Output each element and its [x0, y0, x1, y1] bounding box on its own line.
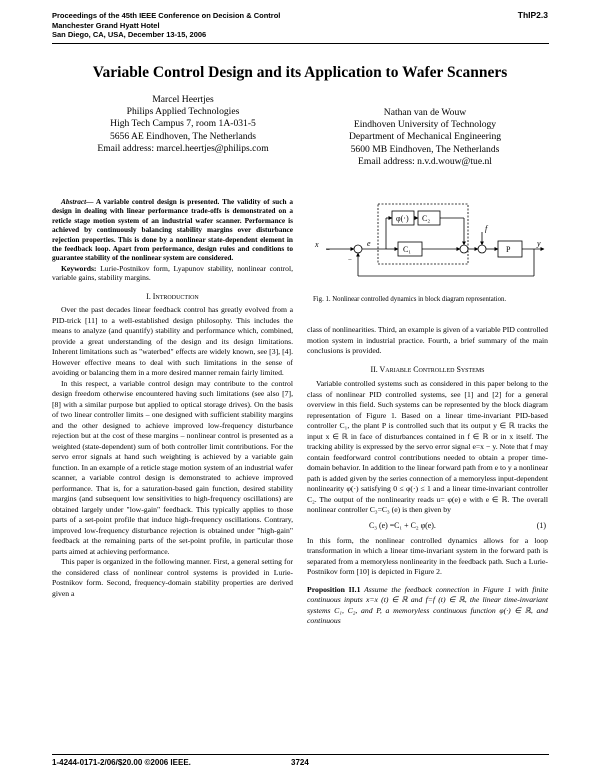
summing-junction-2 [460, 245, 468, 253]
summing-junction-3 [478, 245, 486, 253]
conference-venue: Manchester Grand Hyatt Hotel [52, 20, 160, 30]
paragraph: class of nonlinearities. Third, an example is given of a variable PID controlled motion system in industrial practice. Fourth, a brief summary of the main conclusions is provided. [307, 325, 548, 355]
proposition [307, 585, 548, 627]
figure-1-caption: Fig. 1. Nonlinear controlled dynamics in block diagram representation. [313, 296, 507, 303]
author-block-2 [300, 107, 550, 168]
paragraph: In this respect, a variable control design may contribute to the control design freedom otherwise encountered having such limitations (see also [7], [8] with a similar purpose but applied to optical storage drives). On the basis of two linear controller limits – one designed with sufficient stability margins and the other designed to achieve improved low-frequency disturbance rejection but at the cost of these margins – nonlinear control is presented as a weighted (state-dependent) sum of both controller limit contributions. For the servo error signals at hand such weighting is achieved by a variable gain function. In an example of a reticle stage motion system of an industrial wafer scanner, a variable control design is demonstrated to achieve improved performance. That is, for a saturation-based gain function, desired stability margins (and subsequent low sensitivities to high-frequency oscillations) are obtained largely under "low-gain" feedback. This typically applies to those parts of a set-point profile that induce high-frequency oscillations. Contrary, improved low-frequency disturbance rejection is obtained under "high-gain" feedback at the remaining parts of the set-point profile, in particular those parts aimed at achieving performance. [52, 378, 293, 556]
proposition-label: Proposition II.1 [307, 584, 361, 594]
c1-label: C₁ [403, 245, 412, 254]
introduction-body [52, 305, 293, 599]
section-heading-variable-controlled-systems: II. Variable Controlled Systems [370, 364, 485, 374]
left-column [52, 197, 293, 599]
author-address: 5600 MB Eindhoven, The Netherlands [350, 143, 500, 155]
author-org: Philips Applied Technologies [126, 106, 240, 118]
author-email: Email address: marcel.heertjes@philips.com [97, 142, 269, 154]
header-rule [52, 43, 549, 44]
minus-sign: − [326, 246, 330, 254]
session-code: ThIP2.3 [517, 10, 548, 20]
conference-header [52, 11, 280, 40]
signal-f-label: f [485, 224, 488, 233]
equation-text: C₃ (e) =C₁ + C₂ φ(e). [369, 520, 436, 530]
author-email: Email address: n.v.d.wouw@tue.nl [358, 155, 492, 167]
keywords-label: Keywords: [61, 263, 97, 273]
controller-c3-dashed-box [378, 204, 468, 264]
proposition-text: Assume the feedback connection in Figure 1 with finite continuous inputs x=x (t) ∈ ℝ and f=f (t) ∈ ℝ, the linear time-invariant systems C₁, C₂, and P, a memoryless continuous function φ(·) ∈ ℝ, and continuous [307, 584, 548, 625]
copyright-line: 1-4244-0171-2/06/$20.00 ©2006 IEEE. [52, 758, 191, 767]
summing-junction-1 [354, 245, 362, 253]
author-address: Department of Mechanical Engineering [348, 131, 502, 143]
equation-1 [307, 516, 548, 536]
author-name: Marcel Heertjes [152, 94, 214, 105]
paragraph: Over the past decades linear feedback control has greatly evolved from a PID-trick [11] to a well-established design philosophy. This includes the means to analyze (and quantify) stability and performance which, combined, provide a great understanding of the design and its design limitations. Inherent limitations such as "waterbed" effects are widely known, see [3], [4]. However effective means to deal with such limitations in the sense of avoiding or balancing them in a more desired manner remain fairly limited. [52, 305, 293, 378]
author-name: Nathan van de Wouw [383, 107, 467, 118]
paragraph: In this form, the nonlinear controlled dynamics allows for a loop transformation in which a linear time-invariant system in the forward path is separated from a memoryless nonlinearity in the feedback path. Such a Lurie-Postnikov form [10] is depicted in Figure 2. [307, 535, 548, 576]
figure-1-block-diagram [306, 196, 550, 288]
minus-sign: − [348, 256, 352, 264]
author-address: High Tech Campus 7, room 1A-031-5 [110, 118, 256, 130]
signal-y-label: y [537, 239, 541, 248]
keywords-text: Lurie-Postnikov form, Lyapunov stability, nonlinear control, variable gains, stability margins. [52, 263, 293, 283]
conference-location-date: San Diego, CA, USA, December 13-15, 2006 [52, 30, 207, 39]
plant-label: P [506, 245, 511, 254]
paragraph: This paper is organized in the following manner. First, a general setting for the considered class of nonlinear control systems is provided in Lurie-Postnikov form. Second, frequency-domain stability properties are derived given a [52, 557, 293, 598]
signal-x-label: x [315, 240, 319, 249]
abstract-label: Abstract [61, 197, 87, 206]
signal-e-label: e [367, 239, 371, 248]
equation-number: (1) [536, 520, 546, 530]
conference-name: Proceedings of the 45th IEEE Conference on Decision & Control [52, 11, 281, 20]
author-block-1 [58, 94, 308, 155]
author-org: Eindhoven University of Technology [353, 119, 497, 131]
right-column [307, 325, 548, 627]
author-address: 5656 AE Eindhoven, The Netherlands [109, 130, 257, 142]
abstract-text: — A variable control design is presented. The validity of such a design in dealing with linear performance trade-offs is demonstrated on a reticle stage motion system of an industrial wafer scanner. Performance is achieved by continuously balancing stability margins over disturbance rejection properties. This is done by a nonlinear state-dependent element in the feedback loop. Apart from performance, design rules and conditions to guarantee stability of the nonlinear system are considered. [52, 197, 293, 263]
paragraph: Variable controlled systems such as considered in this paper belong to the class of nonlinear PID controlled systems, see [1] and [2] for a general overview in this field. Such systems can be represented by the block diagram representation of Figure 1. Based on a linear time-invariant PID-based controller C₁, the plant P is controlled such that its output y ∈ ℝ tracks the input x ∈ ℝ in face of disturbances contained in f ∈ ℝ or in x itself. The tracking ability is expressed by the servo error signal e=x − y. Note that f may contain feedforward control contributions needed to obtain a proper time-domain behavior. In addition to the linear forward path from e to y a nonlinear path is added given by the series connection of a memoryless input-dependent nonlinearity φ(·) satisfying 0 ≤ φ(·) ≤ 1 and a linear time-invariant controller C₂. The output of the nonlinearity reads u= φ(e) e with e ∈ ℝ. The overall nonlinear controller C₃=C₃ (e) is then given by [307, 379, 549, 514]
footer-rule [52, 754, 549, 755]
page-number: 3724 [291, 758, 309, 767]
abstract [52, 197, 293, 263]
phi-label: φ(·) [396, 214, 409, 223]
paper-title: Variable Control Design and its Application to Wafer Scanners [92, 64, 508, 81]
section-heading-introduction: I. Introduction [146, 292, 199, 302]
keywords [52, 264, 293, 283]
c2-label: C₂ [422, 214, 431, 223]
